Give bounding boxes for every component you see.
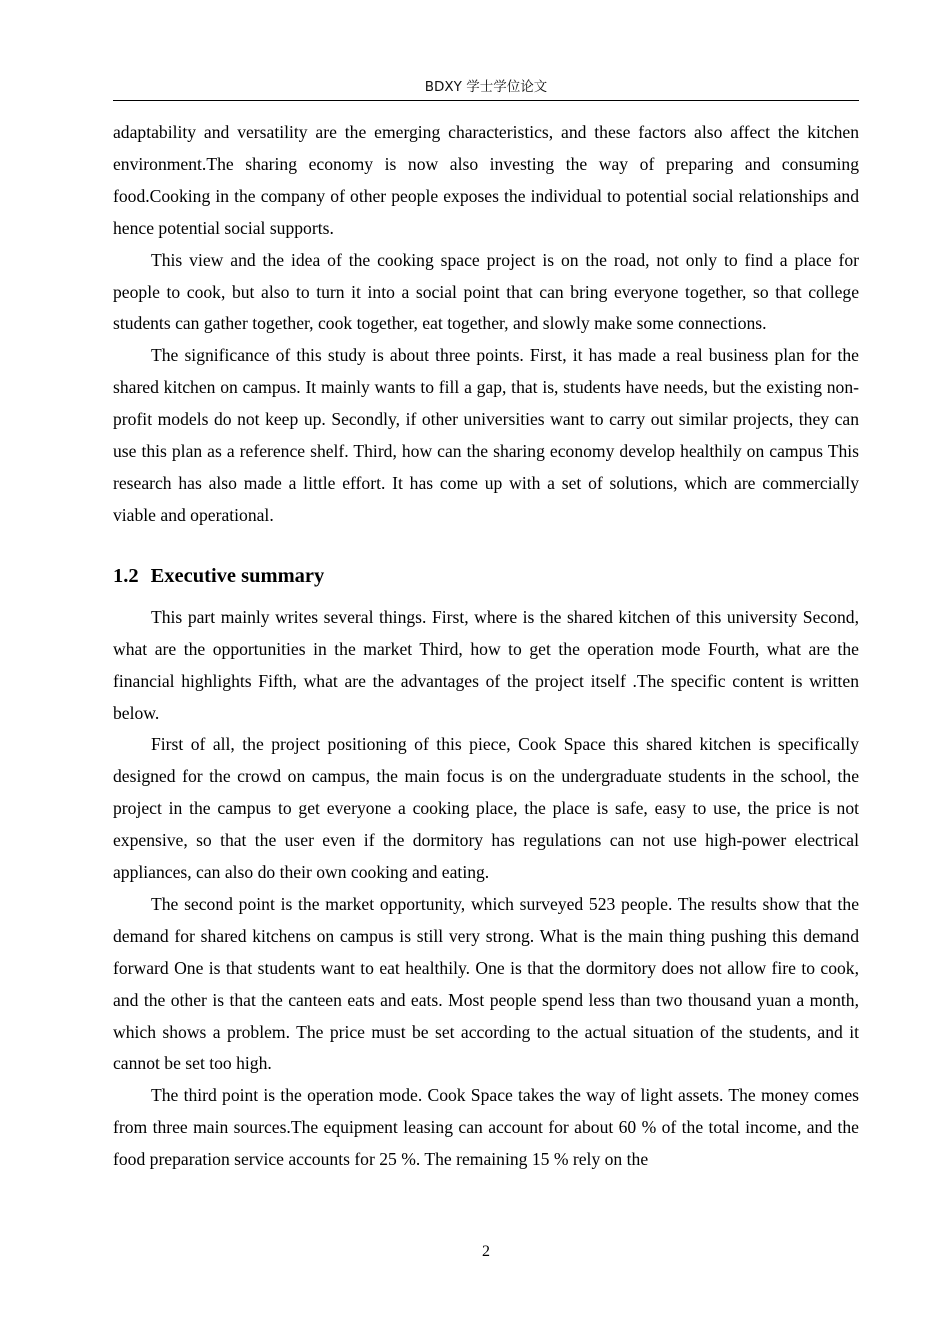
paragraph-continued: adaptability and versatility are the emerging characteristics, and these factors also affect the kitchen environment.The sharing economy is now also investing the way of preparing and consuming food.Cooking in the company of other people exposes the individual to potential social relationships and hence potential social supports. bbox=[113, 122, 859, 238]
paragraph: First of all, the project positioning of this piece, Cook Space this shared kitchen is specifically designed for the crowd on campus, the main focus is on the undergraduate students in the school, the project in the campus to get everyone a cooking place, the place is safe, easy to use, the price is not expensive, so that the user even if the dormitory has regulations can not use high-power electrical appliances, can also do their own cooking and eating. bbox=[113, 734, 859, 883]
body-text bbox=[113, 117, 859, 1176]
section-heading bbox=[113, 561, 859, 591]
paragraph: The third point is the operation mode. Cook Space takes the way of light assets. The money comes from three main sources.The equipment leasing can account for about 60 % of the total income, and the food preparation service accounts for 25 %. The remaining 15 % rely on the bbox=[113, 1085, 859, 1170]
paragraph: The second point is the market opportunity, which surveyed 523 people. The results show that the demand for shared kitchens on campus is still very strong. What is the main thing pushing this demand forward One is that students want to eat healthily. One is that the dormitory does not allow fire to cook, and the other is that the canteen eats and eats. Most people spend less than two thousand yuan a month, which shows a problem. The price must be set according to the actual situation of the students, and it cannot be set too high. bbox=[113, 893, 859, 1074]
paragraph: This part mainly writes several things. First, where is the shared kitchen of this university Second, what are the opportunities in the market Third, how to get the operation mode Fourth, what are the financial highlights Fifth, what are the advantages of the project itself .The specific content is written below. bbox=[113, 606, 859, 723]
page-number: 2 bbox=[482, 1243, 490, 1260]
section-title: Executive summary bbox=[150, 564, 325, 587]
paragraph: This view and the idea of the cooking space project is on the road, not only to find a place for people to cook, but also to turn it into a social point that can bring everyone together, so that college students can gather together, cook together, eat together, and slowly make some connections. bbox=[113, 249, 859, 334]
section-number: 1.2 bbox=[113, 564, 139, 587]
header-rule bbox=[113, 100, 859, 101]
paragraph: The significance of this study is about three points. First, it has made a real business plan for the shared kitchen on campus. It mainly wants to fill a gap, that is, students have needs, but the existing non-profit models do not keep up. Secondly, if other universities want to carry out similar projects, they can use this plan as a reference shelf. Third, how can the sharing economy develop healthily on campus This research has also made a little effort. It has come up with a set of solutions, which are commercially viable and operational. bbox=[113, 345, 859, 525]
running-header: BDXY 学士学位论文 bbox=[424, 79, 548, 95]
